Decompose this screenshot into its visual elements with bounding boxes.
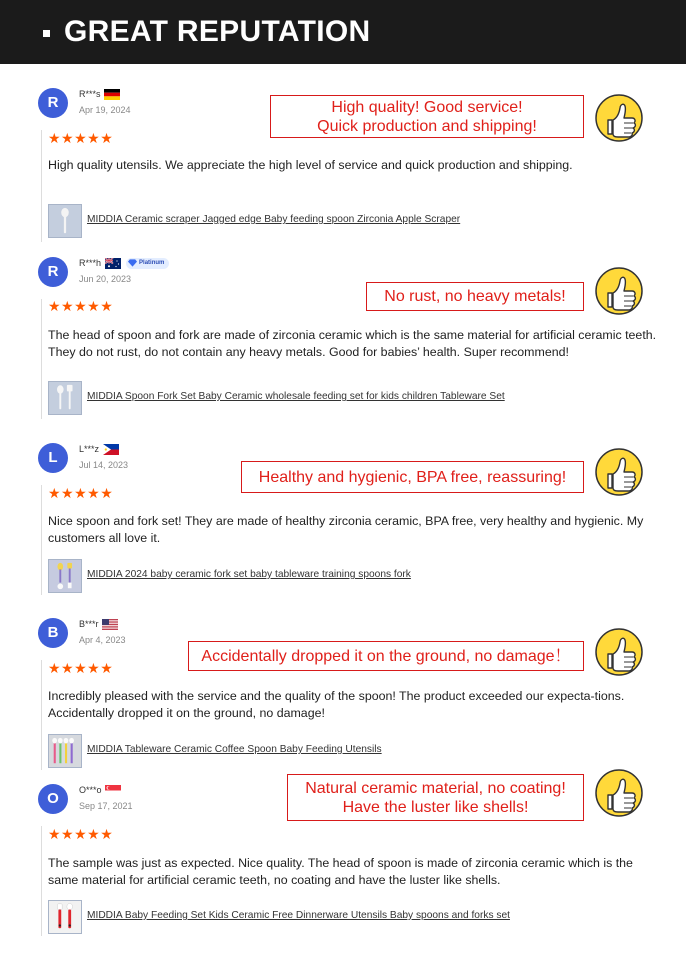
review-date: Jun 20, 2023 [79,274,132,284]
product-thumbnail[interactable] [48,559,82,593]
review-date: Jul 14, 2023 [79,460,129,470]
platinum-badge [126,258,169,269]
star-rating: ★★★★★ [48,298,114,314]
star-rating: ★★★★★ [48,660,114,676]
review-date: Apr 4, 2023 [79,635,126,645]
product-title[interactable]: MIDDIA 2024 baby ceramic fork set baby tableware training spoons fork [87,569,411,580]
star-rating: ★★★★★ [48,485,114,501]
divider [41,130,42,242]
product-thumbnail[interactable] [48,900,82,934]
callout-line: No rust, no heavy metals! [384,288,566,305]
divider [41,826,42,936]
callout-line: Healthy and hygienic, BPA free, reassuring! [258,468,567,486]
review-date: Sep 17, 2021 [79,801,133,811]
avatar: L [38,443,68,473]
badge-label: Platinum [139,260,165,267]
divider [41,299,42,419]
product-title[interactable]: MIDDIA Tableware Ceramic Coffee Spoon Baby Feeding Utensils [87,744,382,755]
thumbs-up-icon [593,765,645,819]
diamond-icon [128,259,137,267]
review-text: Incredibly pleased with the service and the quality of the spoon! The product exceeded our expecta-tions. Accidentally dropped it on the ground, no damage! [48,689,625,720]
header-bar [0,0,686,64]
reviewer-name: B***r [79,619,99,629]
singapore-flag [105,785,121,796]
reviewer-name: R***s [79,89,101,99]
product-title[interactable]: MIDDIA Ceramic scraper Jagged edge Baby feeding spoon Zirconia Apple Scraper [87,214,461,225]
avatar: R [38,257,68,287]
highlight-callout [366,282,584,311]
australia-flag [105,258,121,269]
product-thumbnail[interactable] [48,204,82,238]
review-text: Nice spoon and fork set! They are made of healthy zirconia ceramic, BPA free, very healthy and hygienic. My customers all love it. [48,514,644,545]
product-title[interactable]: MIDDIA Spoon Fork Set Baby Ceramic wholesale feeding set for kids children Tableware Set [87,391,505,402]
highlight-callout [188,641,584,671]
avatar: O [38,784,68,814]
callout-line: Quick production and shipping! [317,117,537,135]
header-bullet [43,30,50,37]
reviewer-name: O***o [79,785,102,795]
highlight-callout [241,461,584,493]
highlight-callout [270,95,584,138]
highlight-callout [287,774,584,821]
callout-line: Have the luster like shells! [342,798,529,816]
divider [41,660,42,770]
avatar: B [38,618,68,648]
callout-line: Natural ceramic material, no coating! [305,779,566,797]
page-title: GREAT REPUTATION [64,15,371,48]
product-thumbnail[interactable] [48,381,82,415]
callout-line: Accidentally dropped it on the ground, no damage！ [201,647,571,665]
thumbs-up-icon [593,444,645,498]
philippines-flag [103,444,119,455]
product-title[interactable]: MIDDIA Baby Feeding Set Kids Ceramic Free Dinnerware Utensils Baby spoons and forks set [87,910,510,921]
reviewer-name: R***h [79,258,102,268]
usa-flag [102,619,118,630]
review-text: The sample was just as expected. Nice quality. The head of spoon is made of zirconia ceramic which is the same material for artificial ceramic teeth, no coating and have the luster like shells. [48,856,633,887]
star-rating: ★★★★★ [48,130,114,146]
star-rating: ★★★★★ [48,826,114,842]
reviewer-name: L***z [79,444,100,454]
review-date: Apr 19, 2024 [79,105,131,115]
thumbs-up-icon [593,624,645,678]
review-text: The head of spoon and fork are made of zirconia ceramic which is the same material for artificial ceramic teeth. They do not rust, do not contain any heavy metals. Good for babies’ health. Super recommend! [48,328,657,359]
product-thumbnail[interactable] [48,734,82,768]
divider [41,485,42,595]
review-text: High quality utensils. We appreciate the high level of service and quick production and shipping. [48,158,573,172]
germany-flag [104,89,120,100]
thumbs-up-icon [593,263,645,317]
avatar: R [38,88,68,118]
thumbs-up-icon [593,90,645,144]
callout-line: High quality! Good service! [331,98,523,116]
